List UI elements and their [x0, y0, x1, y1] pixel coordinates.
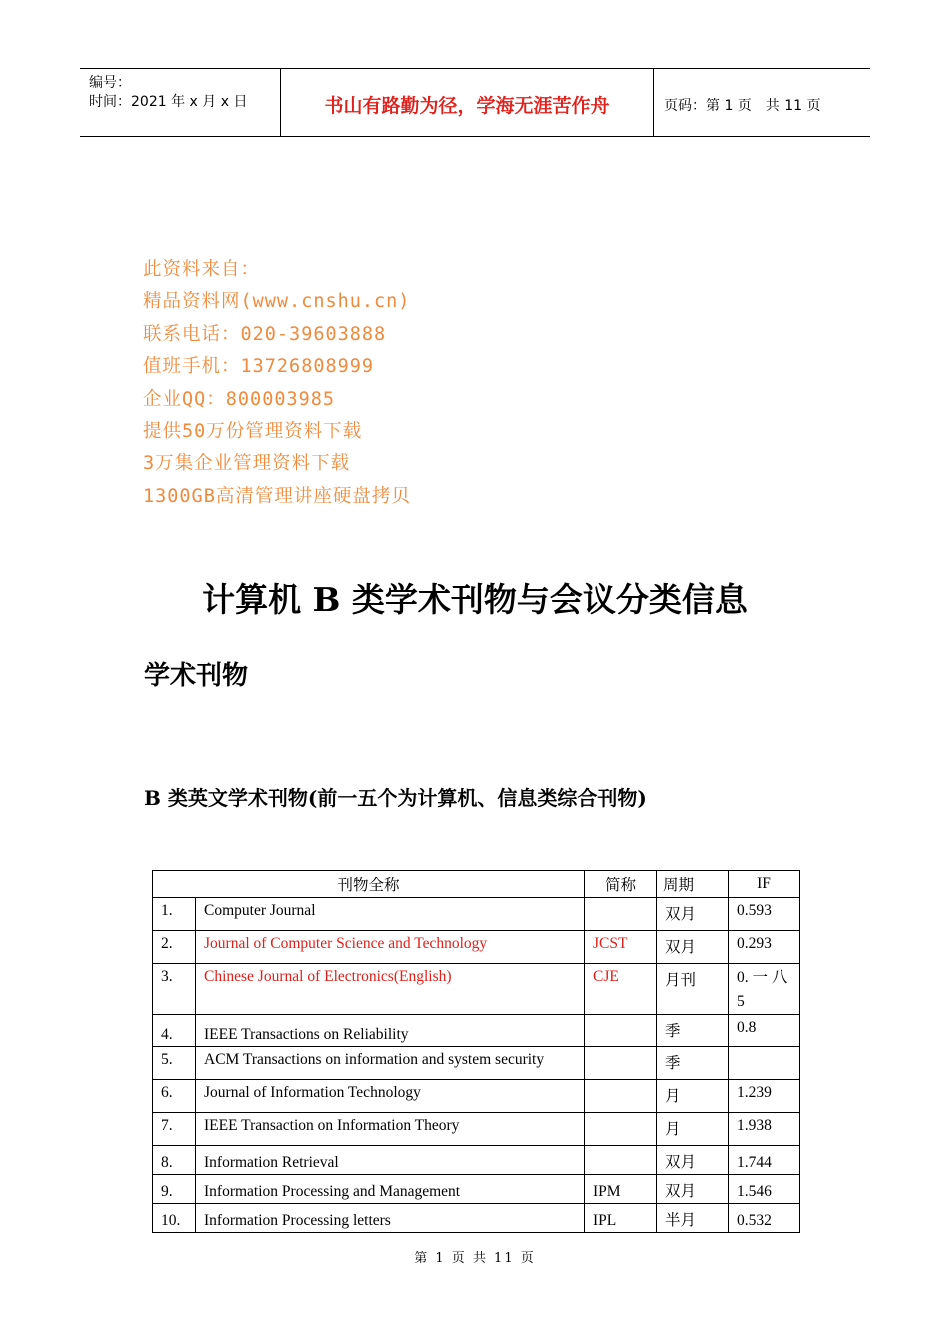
row-name: IEEE Transactions on Reliability [196, 1015, 585, 1047]
row-abbr [585, 1047, 657, 1080]
row-abbr [585, 1146, 657, 1175]
ad-line: 联系电话：020-39603888 [143, 323, 387, 345]
row-if: 0.293 [729, 931, 800, 964]
row-abbr [585, 1113, 657, 1146]
row-name: Information Processing letters [196, 1204, 585, 1233]
table-row [153, 1015, 800, 1047]
row-if [729, 1047, 800, 1080]
ad-block [143, 254, 411, 513]
table-row [153, 1204, 800, 1233]
ad-line: 3万集企业管理资料下载 [143, 453, 351, 475]
header-meta [80, 69, 281, 136]
date-label: 时间：2021 年 x 月 x 日 [89, 94, 248, 110]
row-period: 季 [657, 1015, 729, 1047]
row-period: 季 [657, 1047, 729, 1080]
ad-line: 1300GB高清管理讲座硬盘拷贝 [143, 485, 411, 507]
number-label: 编号： [89, 75, 131, 91]
row-num: 9. [153, 1175, 196, 1204]
ad-line: 精品资料网(www.cnshu.cn) [143, 291, 411, 313]
row-num: 5. [153, 1047, 196, 1080]
table-row [153, 898, 800, 931]
section-heading: 学术刊物 [144, 661, 249, 691]
row-num: 6. [153, 1080, 196, 1113]
table-row [153, 1080, 800, 1113]
table-row [153, 1113, 800, 1146]
row-num: 1. [153, 898, 196, 931]
header-period: 周期 [657, 871, 729, 898]
row-name: ACM Transactions on information and system security [196, 1047, 585, 1080]
page-label: 页码：第 1 页 共 11 页 [664, 97, 821, 114]
header-name: 刊物全称 [153, 871, 585, 898]
ad-line: 企业QQ：800003985 [143, 388, 336, 410]
row-num: 7. [153, 1113, 196, 1146]
row-name: Chinese Journal of Electronics(English) [196, 964, 585, 1015]
row-abbr [585, 1080, 657, 1113]
motto-text: 书山有路勤为径，学海无涯苦作舟 [324, 95, 610, 117]
row-abbr: JCST [585, 931, 657, 964]
row-abbr [585, 898, 657, 931]
document-title: 计算机 B 类学术刊物与会议分类信息 [202, 580, 748, 619]
table-row [153, 1146, 800, 1175]
row-if: 0.8 [729, 1015, 800, 1047]
table-row [153, 1175, 800, 1204]
row-if: 1.239 [729, 1080, 800, 1113]
page-header [80, 68, 870, 137]
ad-line: 值班手机：13726808999 [143, 356, 375, 378]
row-name: IEEE Transaction on Information Theory [196, 1113, 585, 1146]
row-name: Journal of Information Technology [196, 1080, 585, 1113]
row-if: 1.546 [729, 1175, 800, 1204]
row-num: 3. [153, 964, 196, 1015]
row-if: 0.532 [729, 1204, 800, 1233]
header-motto [281, 69, 654, 136]
row-if: 0. 一 八 5 [729, 964, 800, 1015]
row-period: 半月 [657, 1204, 729, 1233]
row-period: 月 [657, 1113, 729, 1146]
row-num: 4. [153, 1015, 196, 1047]
row-abbr: IPM [585, 1175, 657, 1204]
row-name: Journal of Computer Science and Technology [196, 931, 585, 964]
row-if: 1.938 [729, 1113, 800, 1146]
header-page [664, 69, 821, 136]
row-period: 双月 [657, 1146, 729, 1175]
ad-line: 此资料来自： [143, 259, 261, 280]
table-row [153, 931, 800, 964]
row-abbr [585, 1015, 657, 1047]
row-num: 8. [153, 1146, 196, 1175]
row-name: Information Retrieval [196, 1146, 585, 1175]
row-name: Computer Journal [196, 898, 585, 931]
table-row [153, 1047, 800, 1080]
journal-table [152, 870, 800, 1233]
row-period: 双月 [657, 1175, 729, 1204]
header-abbr: 简称 [585, 871, 657, 898]
row-period: 双月 [657, 898, 729, 931]
row-if: 0.593 [729, 898, 800, 931]
ad-line: 提供50万份管理资料下载 [143, 421, 363, 443]
row-name: Information Processing and Management [196, 1175, 585, 1204]
row-abbr: IPL [585, 1204, 657, 1233]
row-period: 双月 [657, 931, 729, 964]
table-row [153, 964, 800, 1015]
header-if: IF [729, 871, 800, 898]
row-period: 月 [657, 1080, 729, 1113]
row-num: 2. [153, 931, 196, 964]
table-header-row [153, 871, 800, 898]
row-period: 月刊 [657, 964, 729, 1015]
page-footer: 第 1 页 共 11 页 [414, 1251, 536, 1266]
row-num: 10. [153, 1204, 196, 1233]
row-if: 1.744 [729, 1146, 800, 1175]
subsection-heading: B 类英文学术刊物(前一五个为计算机、信息类综合刊物) [144, 786, 647, 810]
row-abbr: CJE [585, 964, 657, 1015]
